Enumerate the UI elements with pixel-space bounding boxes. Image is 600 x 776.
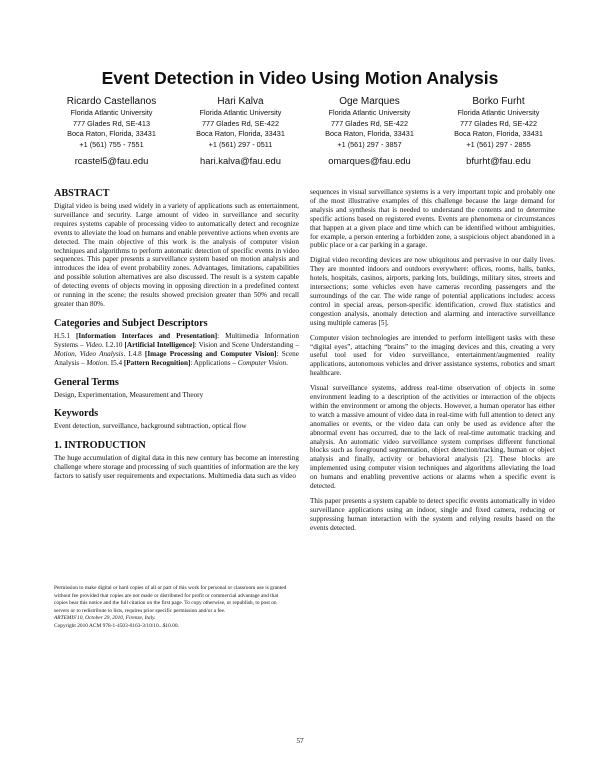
categories-text: H.5.1 [Information Interfaces and Presentation]: Multimedia Information Systems – Video. I.2.10 [Artificial Intelligence]: Vision and Scene Understanding – Motion, Video Analysis. I.4.8 [Image Processing and Computer Vision]: Scene Analysis – Motion. I5.4 [Pattern Recognition]: Applications – Computer Vision. xyxy=(54,331,299,367)
author-name: Borko Furht xyxy=(472,96,525,107)
author-phone: +1 (561) 297 - 2855 xyxy=(466,139,531,149)
author-affiliation: Florida Atlantic University xyxy=(328,108,411,117)
body-paragraph: sequences in visual surveillance systems is a very important topic and probably one of the most illustrative examples of this challenge because the large demand for analysis and synthesis that is needed to understand the contents and to determine specific actions based on registered events. Events are phenomena or circumstances that happen at a given place and time which can be identified without ambiguities, for example, a person entering a forbidden zone, a suspicious object abandoned in a public place or a car parking in a garage. xyxy=(310,188,555,250)
author-phone: +1 (561) 755 - 7551 xyxy=(79,139,144,149)
abstract-heading: ABSTRACT xyxy=(54,188,110,199)
author-name: Hari Kalva xyxy=(217,96,264,107)
author-city: Boca Raton, Florida, 33431 xyxy=(67,129,156,138)
author xyxy=(434,95,563,167)
author-email[interactable]: omarques@fau.edu xyxy=(328,155,411,166)
body-paragraph: Visual surveillance systems, address real-time observation of objects in some environment leading to a description of the activities or interaction of the objects within the environment or among the objects. However, a human operator has either to watch a massive amount of video data in real-time with full attention to detect any anomalies or events, or the video data can only be used as evidence after the abnormal event has occurred, due to the lack of real-time automatic tracking and analysis. An automatic video surveillance system comprises different functional blocks such as foreground segmentation, object detection/tracking, human or object analysis and finally, activity or behavioral analysis [2]. These blocks are implemented using computer vision techniques and algorithms alleviating the load on humans and enabling preventive actions or alarms when a specific event is detected. xyxy=(310,384,555,491)
author xyxy=(305,95,434,167)
permission-text: Permission to make digital or hard copies of all or part of this work for personal or classroom use is granted without fee provided that copies are not made or distributed for profit or commercial advantage and that copies bear this notice and the full citation on the first page. To copy otherwise, or republish, to post on servers or to redistribute to lists, requires prior specific permission and/or a fee. xyxy=(54,585,287,614)
keywords-section xyxy=(54,408,299,431)
author xyxy=(176,95,305,167)
venue-text: ARTEMIS'10, October 29, 2010, Firenze, Italy. xyxy=(54,615,156,621)
general-terms-section xyxy=(54,377,299,400)
general-terms-heading: General Terms xyxy=(54,376,119,388)
paper-title: Event Detection in Video Using Motion Analysis xyxy=(101,68,499,88)
author-affiliation: Florida Atlantic University xyxy=(199,108,282,117)
author xyxy=(47,95,176,167)
introduction-text: The huge accumulation of digital data in this new century has become an interesting challenge where storage and processing of such quantities of information are the key factors to satisfy user requirements and expectations. Multimedia data such as video xyxy=(54,454,299,481)
author-affiliation: Florida Atlantic University xyxy=(457,108,540,117)
author-address: 777 Glades Rd, SE-422 xyxy=(459,118,538,128)
categories-section xyxy=(54,318,299,368)
author-city: Boca Raton, Florida, 33431 xyxy=(196,129,285,138)
author-affiliation: Florida Atlantic University xyxy=(70,108,153,117)
author-name: Oge Marques xyxy=(339,96,400,107)
author-email[interactable]: rcastel5@fau.edu xyxy=(74,155,149,166)
author-phone: +1 (561) 297 - 3857 xyxy=(337,139,402,149)
introduction-heading: 1. INTRODUCTION xyxy=(54,440,146,452)
author-phone: +1 (561) 297 - 0511 xyxy=(208,139,273,149)
body-paragraph: This paper presents a system capable to detect specific events automatically in video surveillance applications using an indoor, single and fixed camera, reducing or suppressing human interaction with the system and relying results based on the events detected. xyxy=(310,497,555,532)
keywords-heading: Keywords xyxy=(54,408,99,420)
right-column xyxy=(310,188,555,539)
keywords-text: Event detection, surveillance, background subtraction, optical flow xyxy=(54,422,247,431)
author-block xyxy=(47,95,563,167)
author-email[interactable]: bfurht@fau.edu xyxy=(466,155,531,166)
author-email[interactable]: hari.kalva@fau.edu xyxy=(200,155,281,166)
author-address: 777 Glades Rd, SE-422 xyxy=(201,118,280,128)
author-name: Ricardo Castellanos xyxy=(66,96,157,107)
author-city: Boca Raton, Florida, 33431 xyxy=(454,129,543,138)
body-paragraph: Computer vision technologies are intended to perform intelligent tasks with these “digital eyes”, attaching “brains” to the imaging devices and this, creating a very useful tool used for video surveillance, entertainment/augmented reality applications, autonomous vehicles and driver assistance systems, robotics and smart healthcare. xyxy=(310,333,555,378)
author-address: 777 Glades Rd, SE-422 xyxy=(330,118,409,128)
body-paragraph: Digital video recording devices are now ubiquitous and pervasive in our daily lives. They are mounted indoors and outdoors everywhere: offices, rooms, halls, banks, hotels, hospitals, casinos, airports, parking lots, buildings, military sites, streets and intersections; some vehicles even have cameras recording passengers and the surroundings of the car. The wide range of potential applications includes: access control in special areas, person-specific identification, crowd flux statistics and congestion analysis, anomaly detection and alarming and interactive surveillance using multiple cameras [5]. xyxy=(310,256,555,327)
page-number: 57 xyxy=(296,736,304,745)
copyright-text: Copyright 2010 ACM 978-1-4503-0163-3/10/10...$10.00. xyxy=(54,622,179,629)
author-city: Boca Raton, Florida, 33431 xyxy=(325,129,414,138)
categories-heading: Categories and Subject Descriptors xyxy=(54,317,208,329)
abstract-section xyxy=(54,188,299,309)
permission-notice xyxy=(54,585,292,630)
abstract-text: Digital video is being used widely in a variety of applications such as entertainment, surveillance and security. Large amount of video in surveillance and security requires systems capable of processing video to automatically detect and recognize events to alleviate the load on humans and enable preventive actions when events are detected. The main objective of this work is the analysis of computer vision techniques and algorithms to perform automatic detection of specific events in video sequences. This paper presents a surveillance system based on motion analysis and introduces the idea of event probability zones. Advantages, limitations, capabilities and possible solution alternatives are also discussed. The result is a system capable of detecting events of objects moving in opposing direction in a predefined context or running in the scene; the results showed precision greater than 50% and recall greater than 80%. xyxy=(54,202,299,308)
general-terms-text: Design, Experimentation, Measurement and Theory xyxy=(54,390,204,399)
author-address: 777 Glades Rd, SE-413 xyxy=(72,118,151,128)
left-column xyxy=(54,188,299,490)
introduction-section xyxy=(54,440,299,481)
